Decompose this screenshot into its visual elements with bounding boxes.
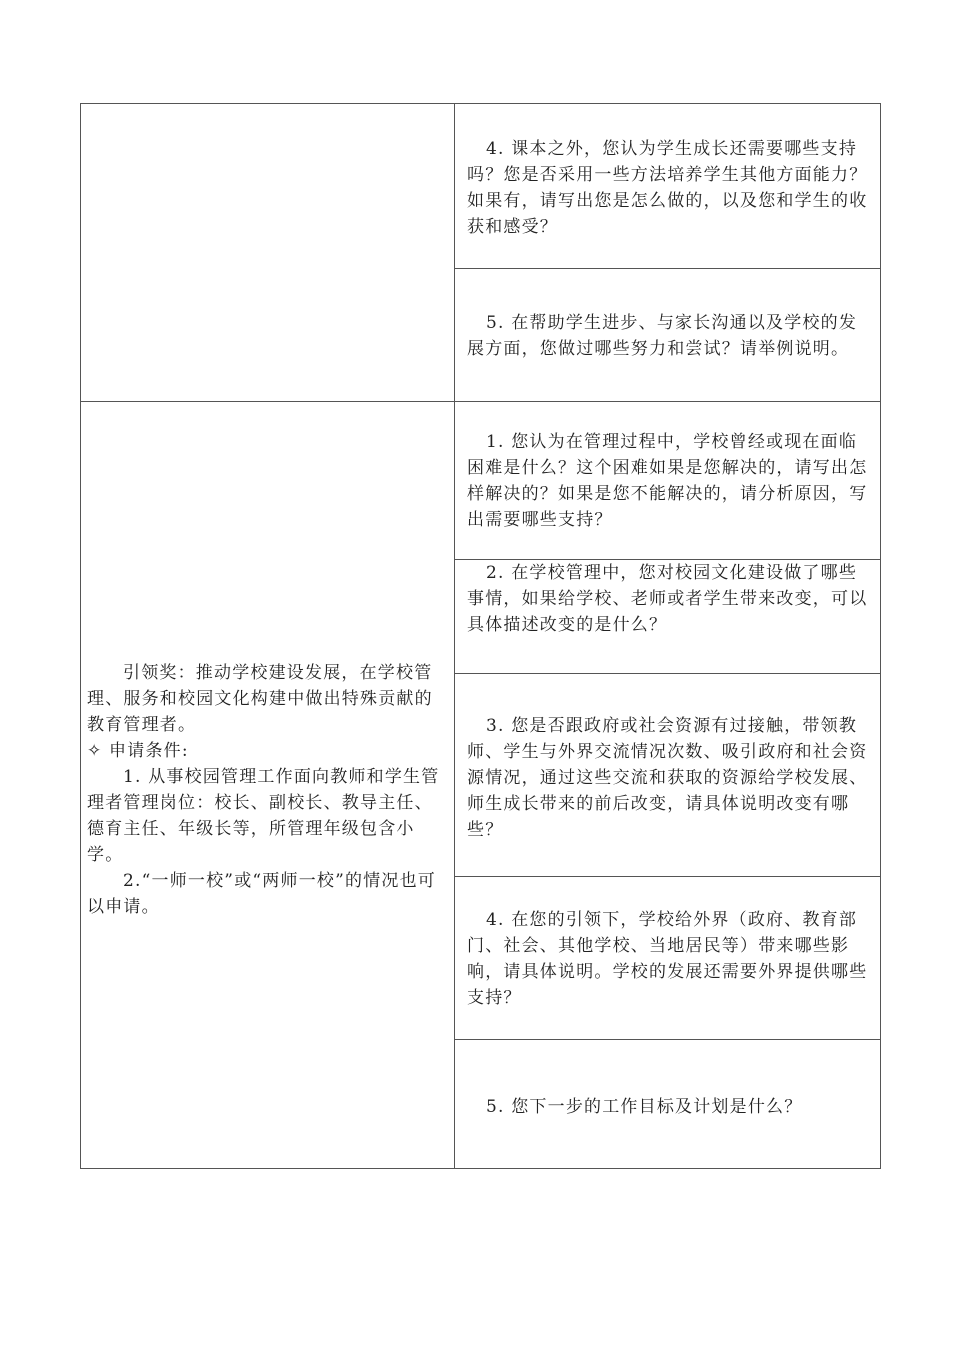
- question-4-support: 4. 课本之外，您认为学生成长还需要哪些支持吗？您是否采用一些方法培养学生其他方面能力？如果有，请写出您是怎么做的，以及您和学生的收获和感受？: [467, 139, 868, 237]
- award-description: 引领奖：推动学校建设发展，在学校管理、服务和校园文化构建中做出特殊贡献的教育管理者。: [87, 663, 433, 735]
- row-divider: [454, 876, 880, 877]
- conditions-title: ✧ 申请条件:: [87, 741, 189, 761]
- question-5-plans: 5. 您下一步的工作目标及计划是什么？: [486, 1097, 803, 1117]
- condition-2: 2.“一师一校”或“两师一校”的情况也可以申请。: [87, 871, 436, 917]
- application-table: [80, 103, 881, 1169]
- question-4-influence: 4. 在您的引领下，学校给外界（政府、教育部门、社会、其他学校、当地居民等）带来哪些影响，请具体说明。学校的发展还需要外界提供哪些支持？: [467, 910, 868, 1008]
- question-1-difficulties: 1. 您认为在管理过程中，学校曾经或现在面临困难是什么？这个困难如果是您解决的，请写出怎样解决的？如果是您不能解决的，请分析原因，写出需要哪些支持？: [467, 432, 868, 530]
- lead-award-description: [87, 660, 445, 920]
- question-2-culture: 2. 在学校管理中，您对校园文化建设做了哪些事情，如果给学校、老师或者学生带来改变，可以具体描述改变的是什么？: [467, 563, 868, 635]
- question-5-efforts: 5. 在帮助学生进步、与家长沟通以及学校的发展方面，您做过哪些努力和尝试？请举例说明。: [467, 313, 858, 359]
- condition-1: 1. 从事校园管理工作面向教师和学生管理者管理岗位：校长、副校长、教导主任、德育主任、年级长等，所管理年级包含小学。: [87, 767, 440, 865]
- row-divider: [454, 673, 880, 674]
- question-3-resources: 3. 您是否跟政府或社会资源有过接触，带领教师、学生与外界交流情况次数、吸引政府和社会资源情况，通过这些交流和获取的资源给学校发展、师生成长带来的前后改变，请具体说明改变有哪些？: [467, 716, 868, 840]
- section-divider: [81, 401, 880, 402]
- column-divider: [454, 104, 455, 1168]
- row-divider: [454, 1039, 880, 1040]
- row-divider: [454, 268, 880, 269]
